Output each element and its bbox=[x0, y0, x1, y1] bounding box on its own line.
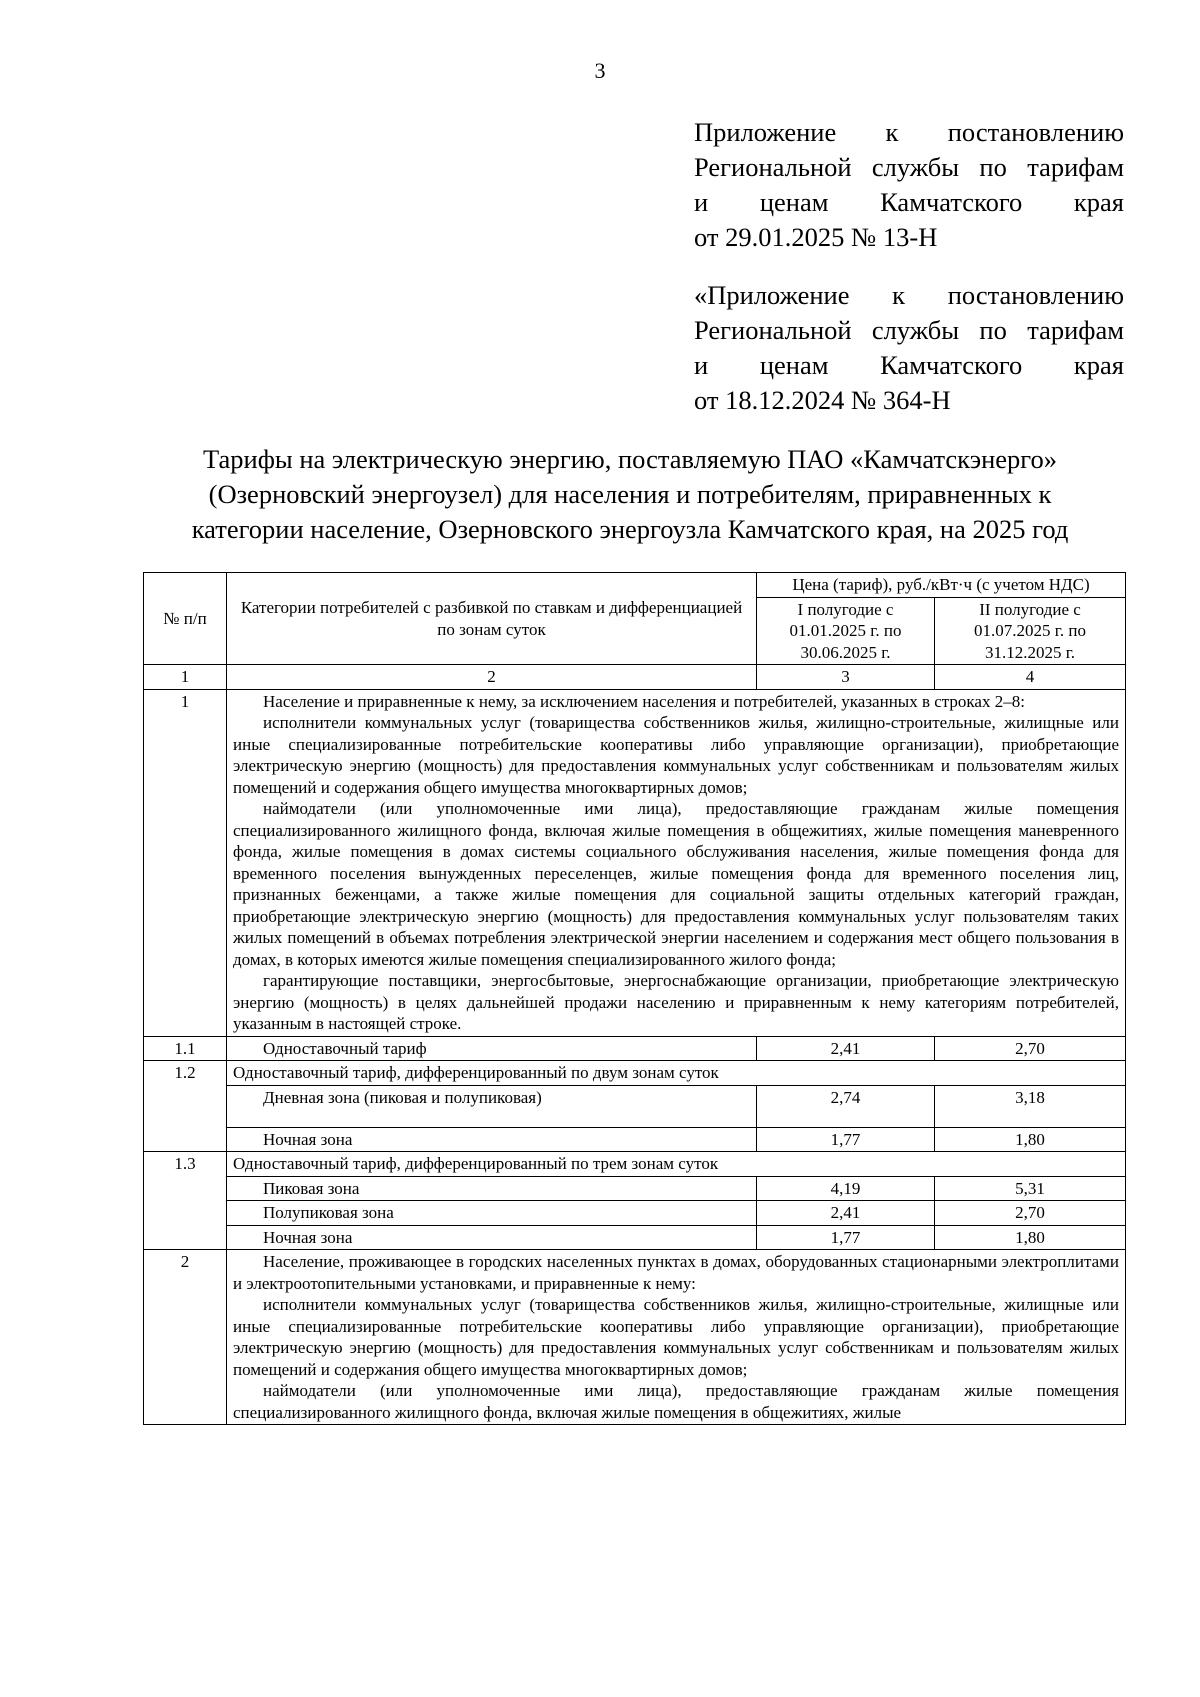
column-number-row bbox=[144, 665, 1126, 690]
appendix-line: и ценам Камчатского края bbox=[694, 350, 1124, 380]
price-h2: 1,80 bbox=[935, 1225, 1126, 1250]
appendix-line: Приложение к постановлению bbox=[694, 117, 1124, 147]
zone-label: Ночная зона bbox=[227, 1127, 757, 1152]
row-label: Одноставочный тариф, дифференцированный по трем зонам суток bbox=[227, 1152, 1126, 1177]
header-price: Цена (тариф), руб./кВт·ч (с учетом НДС) bbox=[757, 573, 1126, 598]
column-number: 1 bbox=[144, 665, 227, 690]
zone-label: Пиковая зона bbox=[227, 1176, 757, 1201]
appendix-previous-resolution bbox=[694, 278, 1124, 418]
row-num: 1.3 bbox=[144, 1152, 227, 1250]
price-h2: 2,70 bbox=[935, 1036, 1126, 1061]
appendix-line: «Приложение к постановлению bbox=[694, 280, 1124, 310]
column-number: 4 bbox=[935, 665, 1126, 690]
title-line: Тарифы на электрическую энергию, поставляемую ПАО «Камчатскэнерго» bbox=[203, 444, 1057, 474]
table-row bbox=[144, 1127, 1126, 1152]
column-number: 3 bbox=[757, 665, 935, 690]
tariff-table bbox=[143, 572, 1126, 1425]
table-row bbox=[144, 689, 1126, 1036]
section-paragraph: Население и приравненные к нему, за исключением населения и потребителей, указанных в строках 2–8: bbox=[263, 691, 1025, 711]
table-row bbox=[144, 1201, 1126, 1226]
section-paragraph: наймодатели (или уполномоченные ими лица), предоставляющие гражданам жилые помещения специализированного жилищного фонда, включая жилые помещения в общежитиях, жилые bbox=[233, 1381, 1119, 1422]
section-paragraph: исполнители коммунальных услуг (товарищества собственников жилья, жилищно-строительные, жилищные или иные специализированные потребительские кооперативы либо управляющие организации), приобретающие электрическую энергию (мощность) для предоставления коммунальных услуг собственникам и пользователям жилых помещений и содержания общего имущества многоквартирных домов; bbox=[233, 713, 1119, 797]
header-half-year-2: II полугодие с 01.07.2025 г. по 31.12.2025 г. bbox=[935, 597, 1126, 665]
price-h1: 2,41 bbox=[757, 1201, 935, 1226]
title-line: категории население, Озерновского энергоузла Камчатского края, на 2025 год bbox=[191, 514, 1069, 544]
section-paragraph: Население, проживающее в городских населенных пунктах в домах, оборудованных стационарными электроплитами и электроотопительными установками, и приравненные к нему: bbox=[233, 1252, 1119, 1293]
zone-label: Полупиковая зона bbox=[227, 1201, 757, 1226]
price-h1: 1,77 bbox=[757, 1225, 935, 1250]
price-h2: 5,31 bbox=[935, 1176, 1126, 1201]
table-row bbox=[144, 1036, 1126, 1061]
header-half-year-1: I полугодие с 01.01.2025 г. по 30.06.2025 г. bbox=[757, 597, 935, 665]
header-num: № п/п bbox=[144, 573, 227, 665]
section-description bbox=[227, 1250, 1126, 1425]
document-title bbox=[140, 442, 1120, 547]
table-row bbox=[144, 1085, 1126, 1127]
row-num: 1.2 bbox=[144, 1061, 227, 1152]
column-number: 2 bbox=[227, 665, 757, 690]
table-row bbox=[144, 1250, 1126, 1425]
price-h1: 2,41 bbox=[757, 1036, 935, 1061]
appendix-current-resolution bbox=[694, 115, 1124, 255]
appendix-line: от 29.01.2025 № 13-Н bbox=[694, 222, 938, 252]
header-category: Категории потребителей с разбивкой по ставкам и дифференциацией по зонам суток bbox=[227, 573, 757, 665]
header-row bbox=[144, 573, 1126, 598]
zone-label: Ночная зона bbox=[227, 1225, 757, 1250]
zone-label: Дневная зона (пиковая и полупиковая) bbox=[227, 1085, 757, 1127]
appendix-line: от 18.12.2024 № 364-Н bbox=[694, 385, 951, 415]
table-row bbox=[144, 1225, 1126, 1250]
row-num: 1.1 bbox=[144, 1036, 227, 1061]
section-paragraph: наймодатели (или уполномоченные ими лица), предоставляющие гражданам жилые помещения специализированного жилищного фонда, включая жилые помещения в общежитиях, жилые помещения маневренного фонда, жилые помещения в домах системы социального обслуживания населения, жилые помещения фонда для временного поселения вынужденных переселенцев, жилые помещения фонда для временного поселения лиц, признанных беженцами, а также жилые помещения для социальной защиты отдельных категорий граждан, приобретающие электрическую энергию (мощность) для предоставления коммунальных услуг пользователям таких жилых помещений в объемах потребления электрической энергии населением и содержания мест общего пользования в домах, в которых имеются жилые помещения специализированного жилого фонда; bbox=[233, 799, 1119, 969]
section-paragraph: исполнители коммунальных услуг (товарищества собственников жилья, жилищно-строительные, жилищные или иные специализированные потребительские кооперативы либо управляющие организации), приобретающие электрическую энергию (мощность) для предоставления коммунальных услуг собственникам и пользователям жилых помещений и содержания общего имущества многоквартирных домов; bbox=[233, 1295, 1119, 1379]
row-num: 2 bbox=[144, 1250, 227, 1425]
table-row bbox=[144, 1152, 1126, 1177]
table-row bbox=[144, 1176, 1126, 1201]
section-paragraph: гарантирующие поставщики, энергосбытовые, энергоснабжающие организации, приобретающие электрическую энергию (мощность) в целях дальнейшей продажи населению и приравненным к нему категориям потребителей, указанным в настоящей строке. bbox=[233, 971, 1119, 1033]
row-label: Одноставочный тариф bbox=[227, 1036, 757, 1061]
table-row bbox=[144, 1061, 1126, 1086]
page-number: 3 bbox=[594, 58, 606, 83]
price-h2: 2,70 bbox=[935, 1201, 1126, 1226]
appendix-line: Региональной службы по тарифам bbox=[694, 152, 1124, 182]
price-h1: 4,19 bbox=[757, 1176, 935, 1201]
section-description bbox=[227, 689, 1126, 1036]
title-line: (Озерновский энергоузел) для населения и потребителям, приравненных к bbox=[208, 479, 1052, 509]
row-num: 1 bbox=[144, 689, 227, 1036]
row-label: Одноставочный тариф, дифференцированный по двум зонам суток bbox=[227, 1061, 1126, 1086]
appendix-line: и ценам Камчатского края bbox=[694, 187, 1124, 217]
price-h2: 1,80 bbox=[935, 1127, 1126, 1152]
price-h2: 3,18 bbox=[935, 1085, 1126, 1127]
price-h1: 1,77 bbox=[757, 1127, 935, 1152]
price-h1: 2,74 bbox=[757, 1085, 935, 1127]
appendix-line: Региональной службы по тарифам bbox=[694, 315, 1124, 345]
